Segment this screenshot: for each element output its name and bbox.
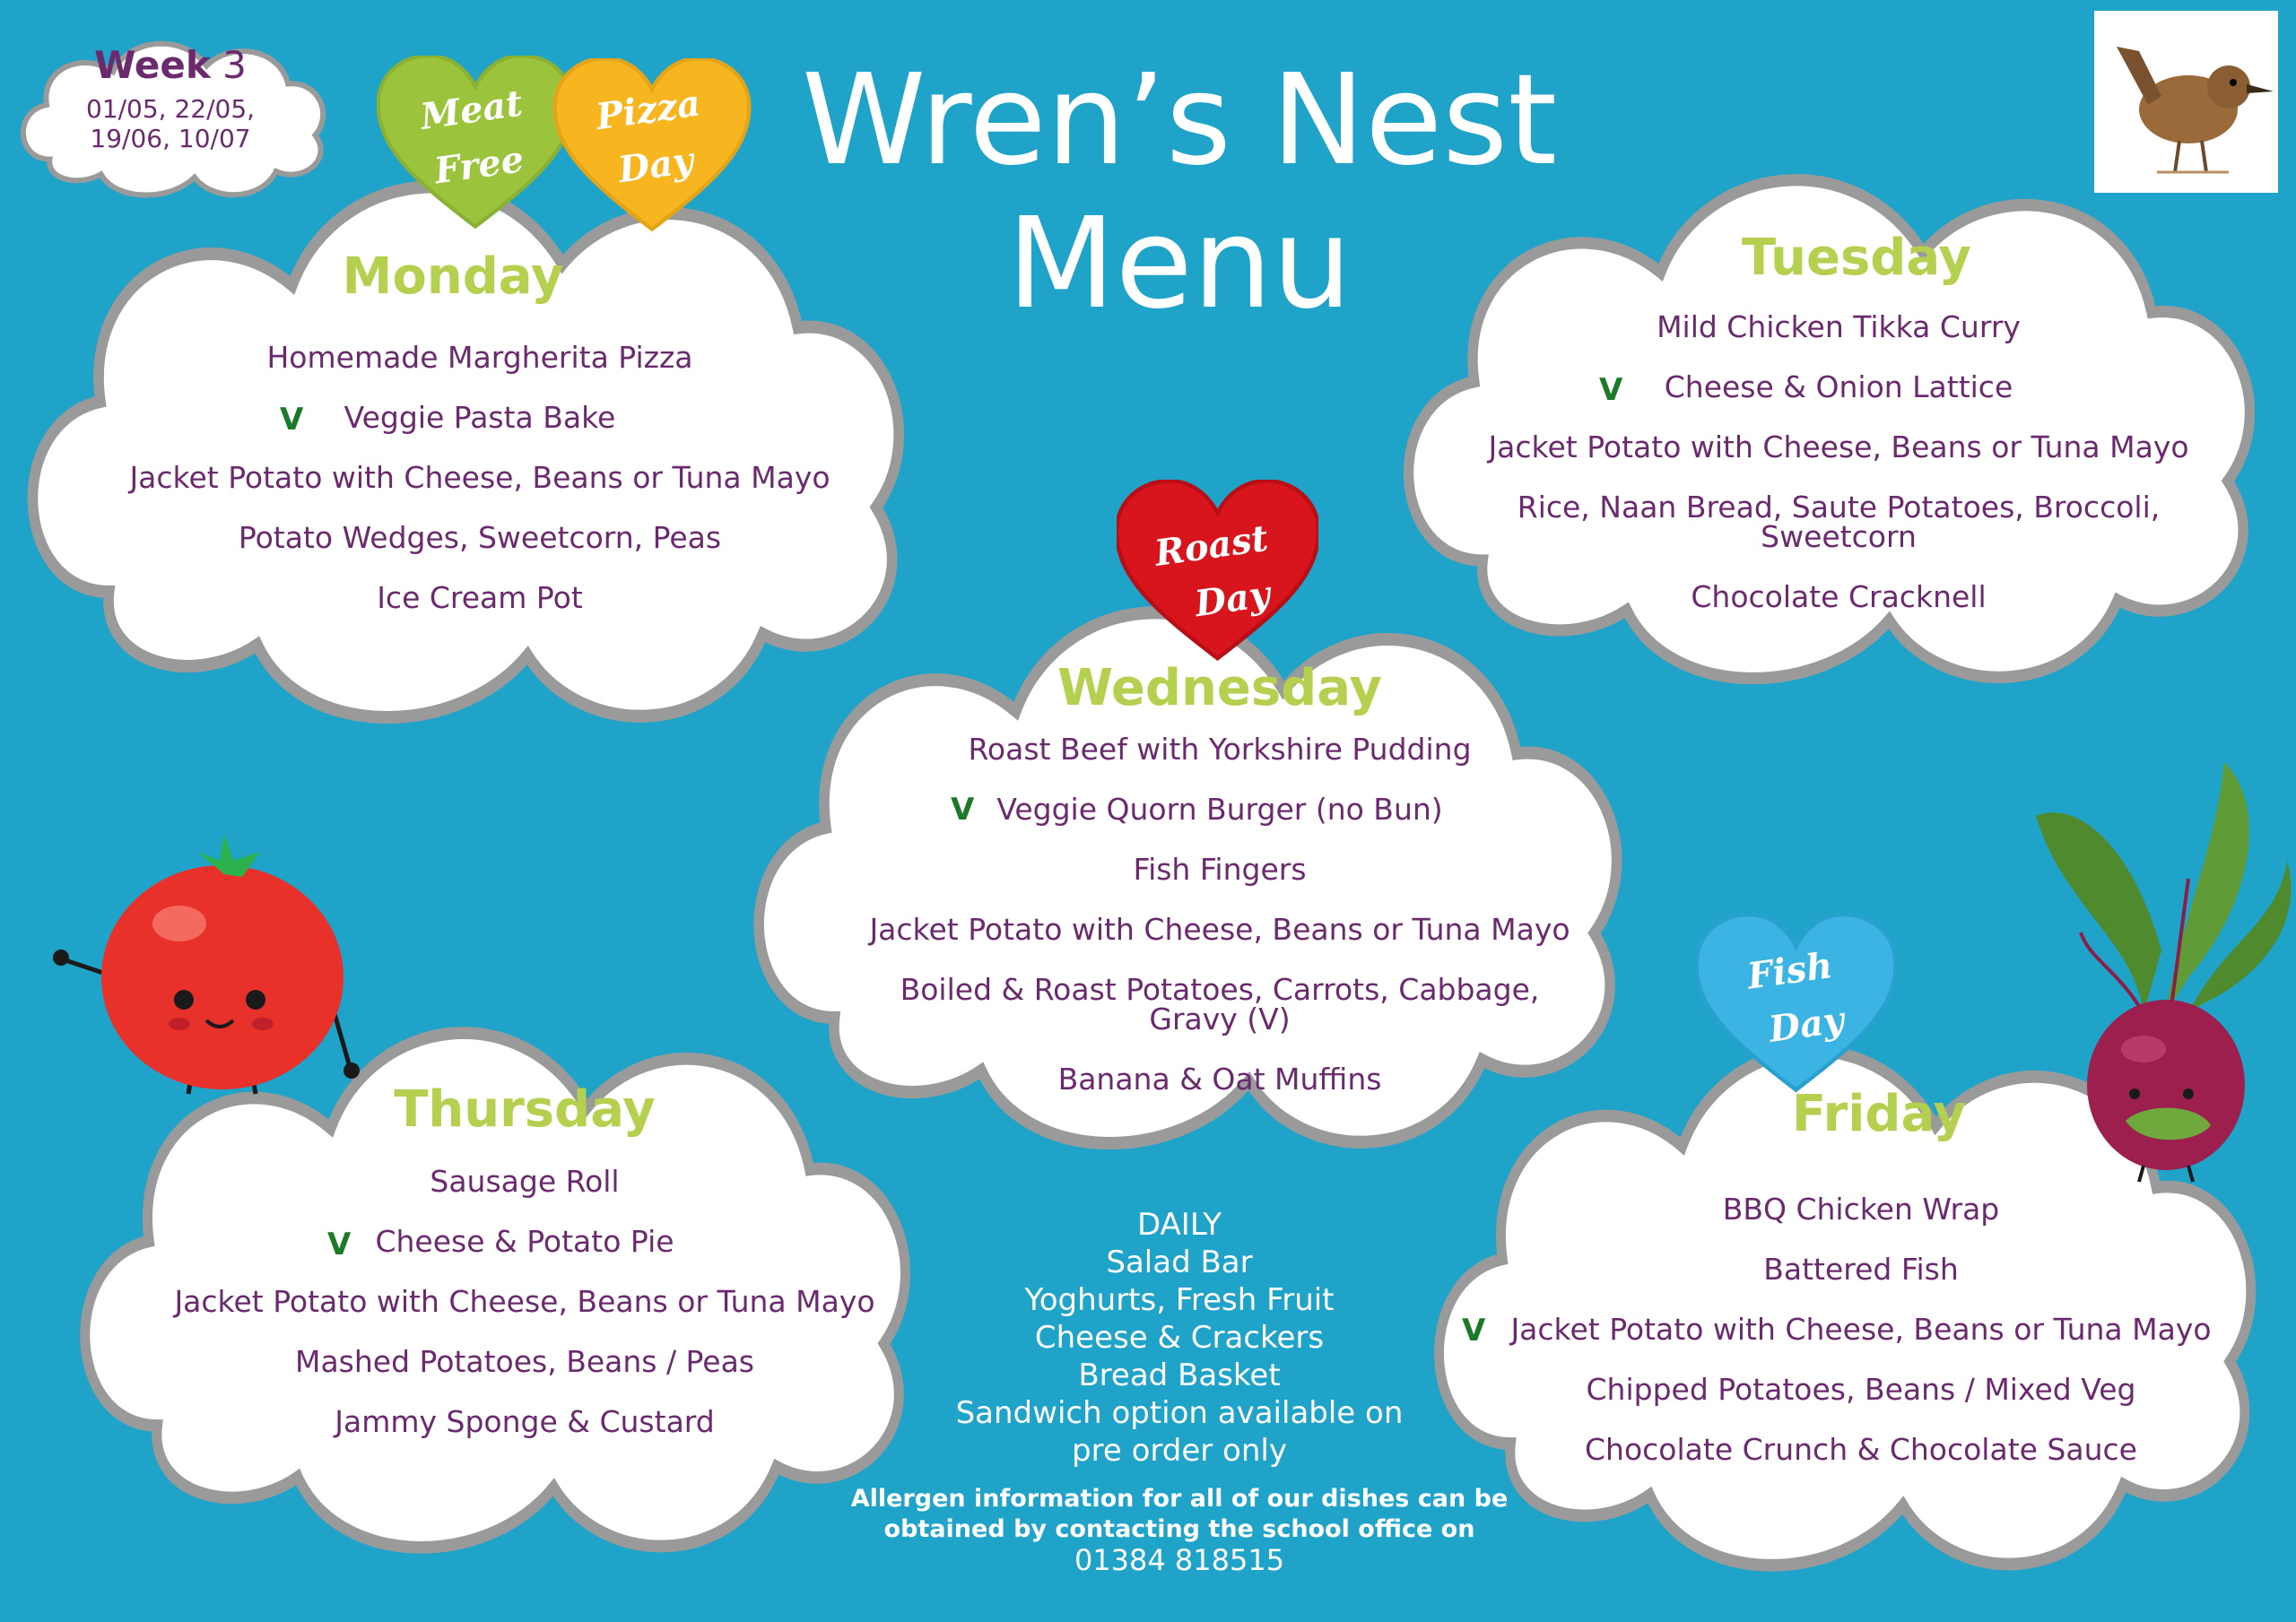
menu-item: Cheese & Onion Lattice — [1664, 369, 2013, 404]
menu-item: Roast Beef with Yorkshire Pudding — [968, 732, 1472, 767]
menu-item: Chipped Potatoes, Beans / Mixed Veg — [1586, 1372, 2136, 1407]
roast-day-label: Roast Day — [1152, 516, 1273, 626]
week-dates-line1: 01/05, 22/05, — [85, 94, 256, 124]
menu-item: Jacket Potato with Cheese, Beans or Tuna Mayo — [129, 460, 831, 495]
allergen-line2: obtained by contacting the school office on — [883, 1515, 1475, 1543]
veg-marker: V — [1462, 1313, 1486, 1349]
friday-title: Friday — [1791, 1085, 1967, 1143]
daily-item: Cheese & Crackers — [1034, 1320, 1325, 1356]
menu-item: Sweetcorn — [1761, 519, 1917, 554]
menu-item: Jacket Potato with Cheese, Beans or Tuna Mayo — [1510, 1312, 2212, 1347]
beetroot-character-icon — [2009, 744, 2296, 1184]
daily-section — [897, 1206, 1462, 1470]
daily-heading: DAILY — [1136, 1207, 1222, 1243]
week-number: 3 — [222, 43, 247, 87]
tuesday-panel — [1471, 229, 2206, 632]
monday-title: Monday — [342, 247, 564, 306]
menu-item: Jammy Sponge & Custard — [335, 1404, 715, 1439]
menu-item: Veggie Pasta Bake — [344, 400, 616, 435]
fish-day-label: Fish Day — [1744, 943, 1847, 1051]
menu-item: Jacket Potato with Cheese, Beans or Tuna Mayo — [174, 1284, 875, 1319]
veg-marker: V — [1599, 372, 1623, 408]
tuesday-title: Tuesday — [1742, 229, 1971, 287]
allergen-info — [843, 1484, 1516, 1575]
menu-item: Cheese & Potato Pie — [375, 1224, 674, 1259]
menu-item: Chocolate Crunch & Chocolate Sauce — [1585, 1432, 2137, 1467]
daily-item: Salad Bar — [1106, 1245, 1253, 1280]
menu-item: Chocolate Cracknell — [1691, 579, 1987, 614]
daily-item: pre order only — [1072, 1433, 1287, 1469]
menu-item: Battered Fish — [1763, 1252, 1959, 1287]
allergen-phone: 01384 818515 — [1074, 1543, 1285, 1577]
allergen-line1: Allergen information for all of our dishes can be — [850, 1485, 1509, 1513]
menu-title-line1: Wren’s Nest — [801, 48, 1558, 194]
veg-marker: V — [327, 1227, 352, 1262]
pizza-day-label: Pizza Day — [593, 82, 703, 192]
menu-item: Homemade Margherita Pizza — [266, 340, 693, 375]
menu-item: Jacket Potato with Cheese, Beans or Tuna Mayo — [869, 912, 1570, 947]
menu-item: Banana & Oat Muffins — [1057, 1062, 1382, 1097]
veg-marker: V — [280, 402, 304, 438]
menu-item: BBQ Chicken Wrap — [1722, 1192, 2000, 1227]
thursday-title: Thursday — [394, 1080, 656, 1139]
daily-item: Yoghurts, Fresh Fruit — [1024, 1282, 1335, 1318]
menu-item: Sausage Roll — [430, 1164, 620, 1199]
daily-item: Sandwich option available on — [955, 1395, 1404, 1431]
menu-item: Rice, Naan Bread, Saute Potatoes, Broccoli, — [1517, 490, 2161, 525]
menu-item: Gravy (V) — [1149, 1002, 1291, 1037]
veg-marker: V — [951, 792, 975, 828]
thursday-panel — [148, 1080, 901, 1457]
menu-item: Boiled & Roast Potatoes, Carrots, Cabbage, — [900, 972, 1540, 1007]
tomato-character-icon — [45, 825, 368, 1112]
menu-item: Fish Fingers — [1133, 852, 1307, 887]
menu-item: Mashed Potatoes, Beans / Peas — [294, 1344, 755, 1379]
menu-item: Potato Wedges, Sweetcorn, Peas — [238, 520, 722, 555]
week-badge — [27, 43, 314, 153]
menu-item: Jacket Potato with Cheese, Beans or Tuna Mayo — [1488, 429, 2189, 464]
meat-free-label: Meat Free — [417, 82, 526, 193]
monday-panel — [90, 242, 870, 628]
menu-title-line2: Menu — [1006, 191, 1352, 337]
menu-item: Veggie Quorn Burger (no Bun) — [996, 792, 1443, 827]
wednesday-title: Wednesday — [1057, 659, 1382, 717]
menu-item: Ice Cream Pot — [377, 580, 583, 615]
daily-item: Bread Basket — [1078, 1357, 1281, 1393]
week-dates-line2: 19/06, 10/07 — [90, 124, 251, 153]
menu-item: Mild Chicken Tikka Curry — [1657, 309, 2021, 344]
week-label: Week — [94, 43, 211, 87]
